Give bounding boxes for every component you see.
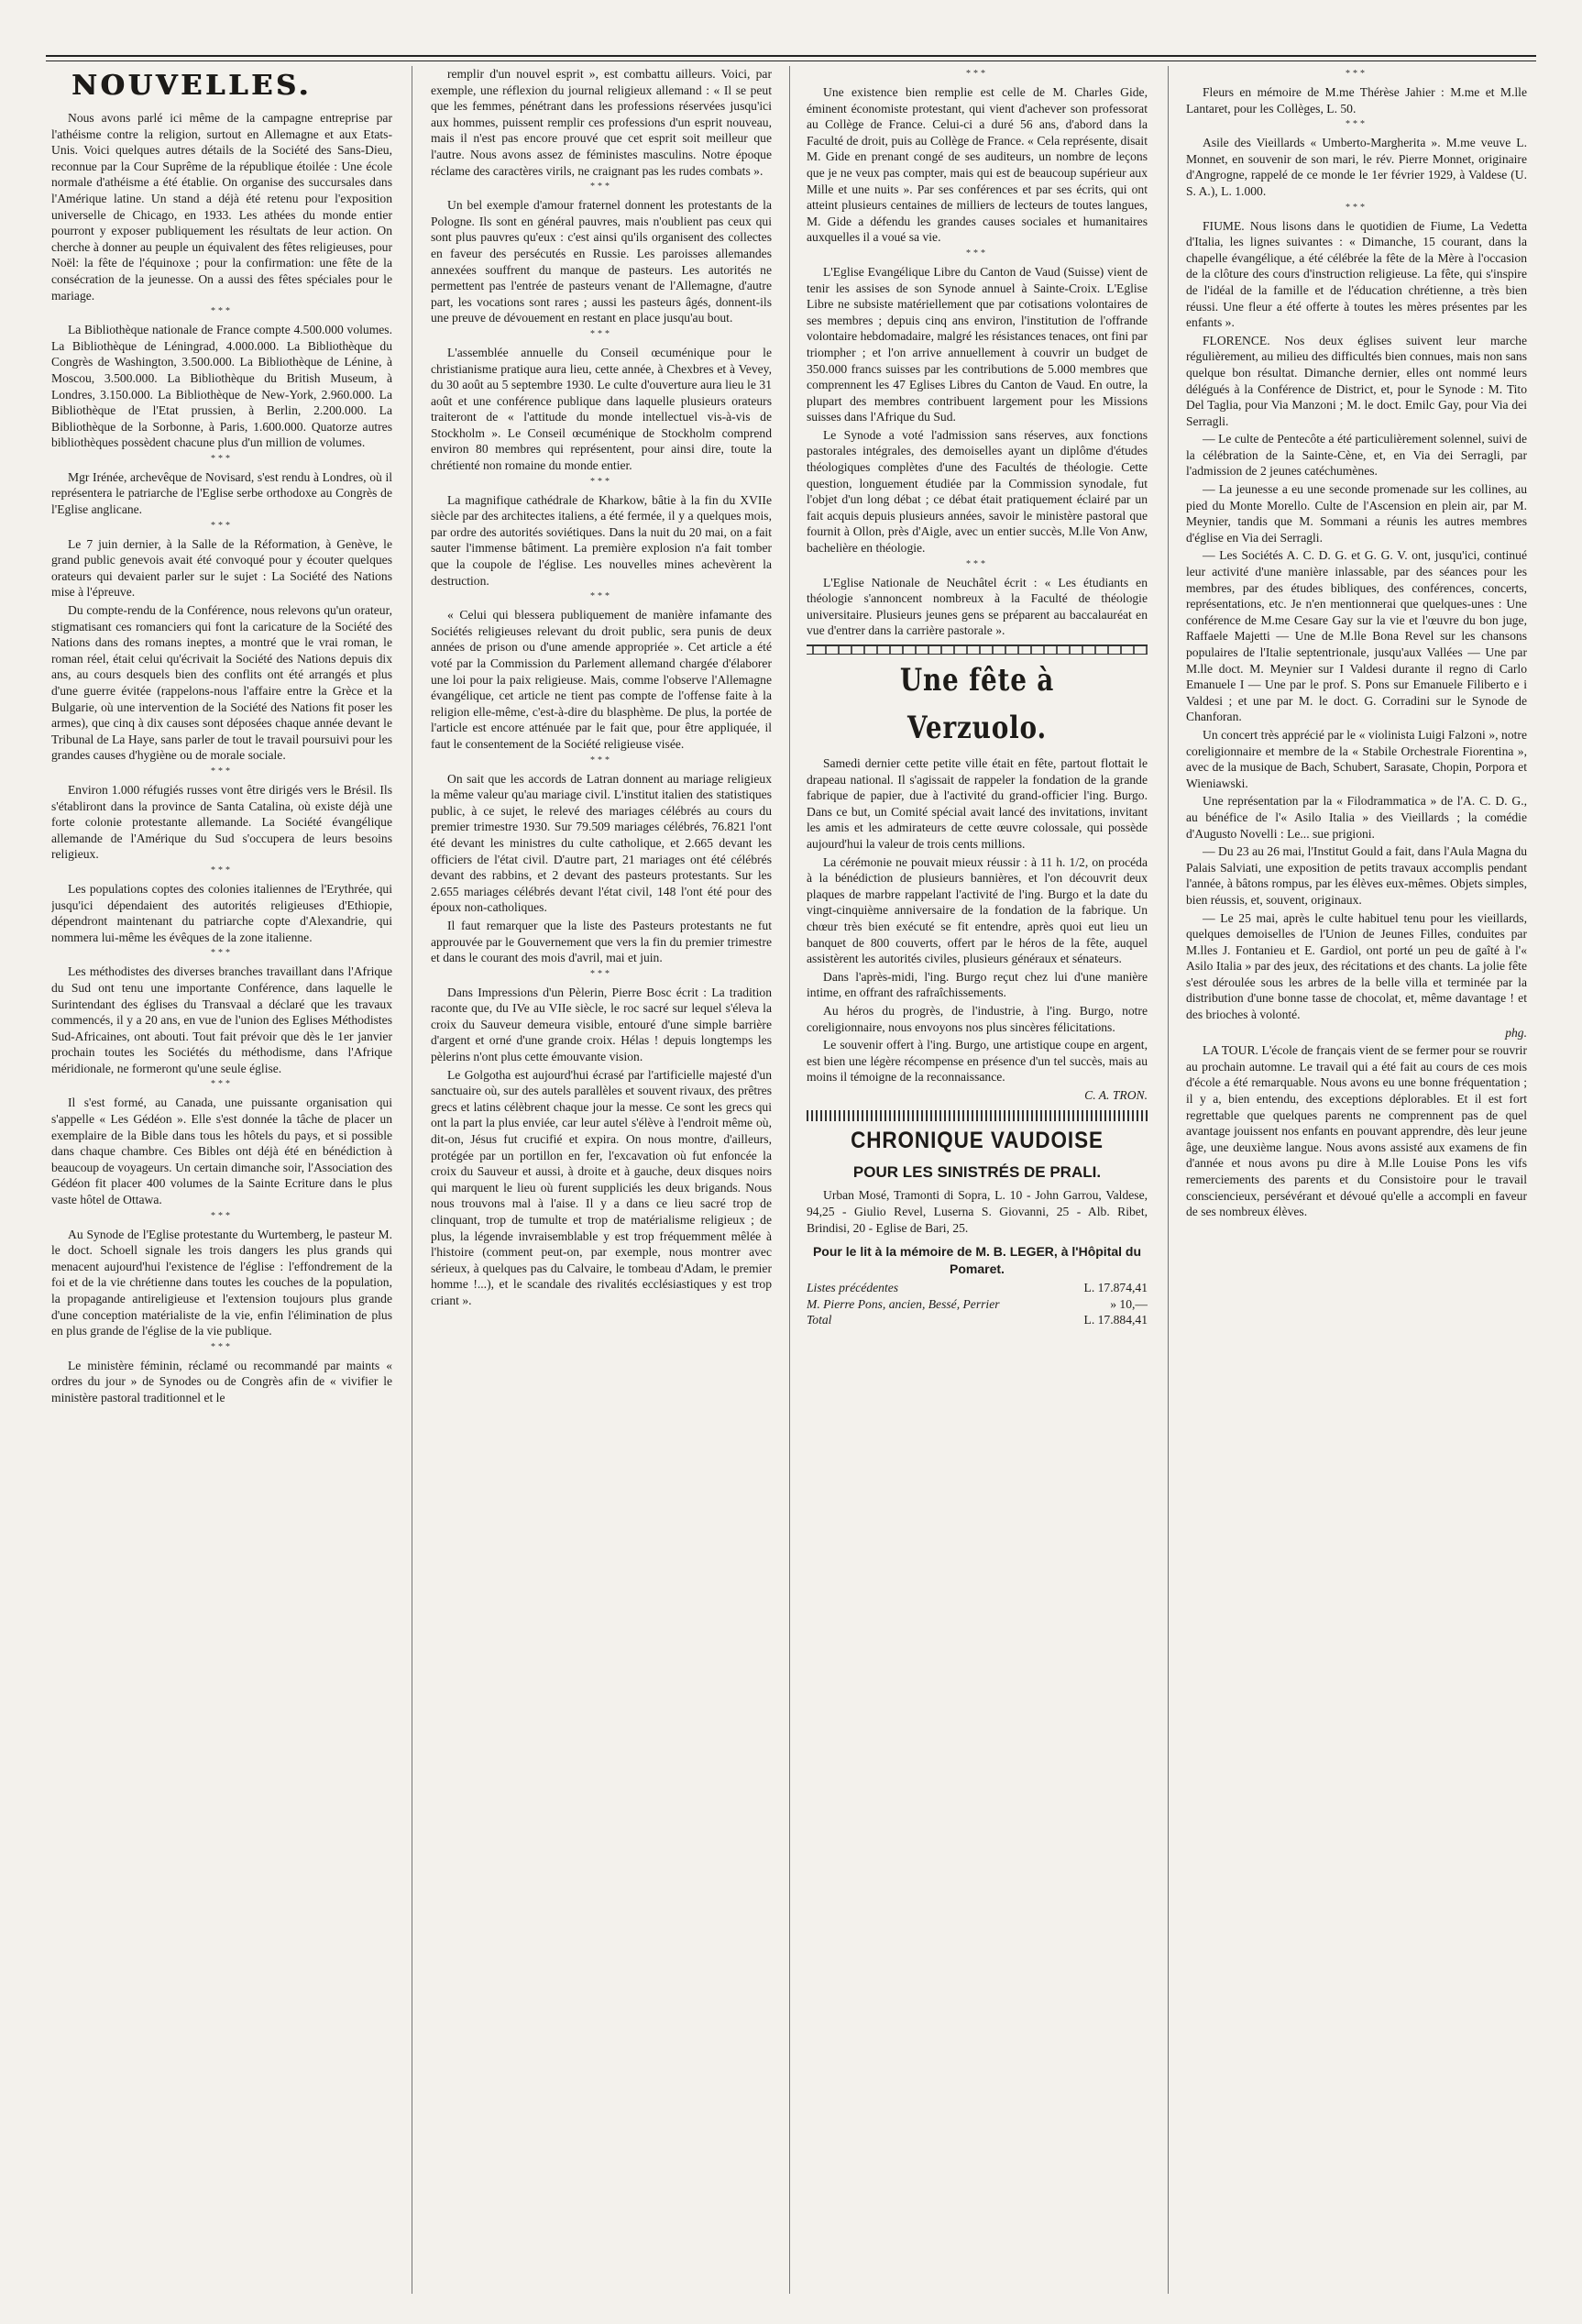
article-paragraph: — Le 25 mai, après le culte habituel tenu pour les vieillards, quelques demoiselles de l'Union de Jeunes Filles, conduites par M.lles J. Fontanieu et E. Gardiol, ont porté un peu de gaîté à l'« Asilo Italia » par des jeux, des récitations et des chants. La jolie fête s'est déroulée sous les arbres de la belle villa et terminée par la distribution d'une bonne tasse de chocolat, et, même davantage ! et des brioches à volonté. — [1186, 910, 1527, 1022]
ornamental-border — [807, 644, 1148, 655]
section-separator: *** — [590, 754, 612, 765]
section-separator: *** — [1346, 202, 1368, 213]
article-paragraph: remplir d'un nouvel esprit », est combattu ailleurs. Voici, par exemple, une réflexion du journal religieux allemand : « Il se peut que les femmes, pénétrant dans les professions réservées jusqu'ici aux hommes, puissent remplir ces professions d'un esprit nouveau, mais il n'est pas encore prouvé que cet esprit soit meilleur que l'autre. Nous avons assez de féministes masculins. Notre époque réclame des caractères virils, ne craignant pas les rudes combats ». — [431, 67, 772, 178]
column-3 — [807, 66, 1148, 2294]
row-label: Total — [807, 1313, 832, 1327]
lit-memoire-row — [807, 1296, 1148, 1313]
newspaper-page — [51, 66, 1533, 2294]
column-divider — [1168, 66, 1169, 2294]
column-4 — [1186, 66, 1527, 2294]
section-separator: *** — [211, 453, 233, 464]
lit-memoire-table — [807, 1280, 1148, 1328]
la-tour-paragraph: LA TOUR. L'école de français vient de se fermer pour se rouvrir au prochain automne. Le travail qui a été fait au cours de ces mois d'école a été remarquable. Nous avons eu une bonne fréquentation ; il y a, bien entendu, des exceptions déplorables. Et il est fort regrettable que quelques parents ne comprennent pas de quel avantage jouissent nos enfants en pouvant apprendre, dès leur jeune âge, une deuxième langue. Nous avons assisté aux examens de fin d'année et nous avons pu dire à M.lle Louise Pons les vifs remerciements des parents et du Consistoire pour le travail consciencieux, persévérant et dévoué qu'elle a accompli en faveur de ses nombreux élèves. — [1186, 1043, 1527, 1219]
section-separator: *** — [966, 558, 988, 569]
article-paragraph: Les populations coptes des colonies italiennes de l'Erythrée, qui jusqu'ici dépendaient des autorités religieuses d'Ethiopie, dépendront maintenant du patriarche copte d'Alexandrie, qui nommera lui-même les évêques de la zone italienne. — [51, 881, 392, 944]
column-1-body — [51, 110, 392, 1406]
row-label: M. Pierre Pons, ancien, Bessé, Perrier — [807, 1296, 1000, 1311]
section-separator: *** — [211, 765, 233, 777]
article-paragraph: Les méthodistes des diverses branches travaillant dans l'Afrique du Sud ont tenu une importante Conférence, dans laquelle le Surintendant des églises du Transvaal a déclaré que les travaux commencés, il y a 20 ans, en vue de l'union des Eglises Méthodistes Sud-Africaines, ont abouti. Tout fait prévoir que dès le 1er janvier prochain toutes les Sociétés du méthodisme, dans l'Afrique méridionale, ne formeront qu'une seule église. — [51, 964, 392, 1075]
article-paragraph: Le Synode a voté l'admission sans réserves, aux fonctions pastorales intégrales, des demoiselles ayant un diplôme d'études théologiques complètes d'une des Facultés de théologie. Cette question, longuement étudiée par la Commission synodale, fut l'objet d'un long débat ; ce débat était pratiquement éclairé par un fait acquis depuis plusieurs années, savoir le ministère pastoral que fournit à Ollon, près d'Aigle, avec un entier succès, M.lle Von Anw, bachelière en théologie. — [807, 427, 1148, 556]
column-2 — [431, 66, 772, 2294]
chronique-vaudoise-title: CHRONIQUE VAUDOISE — [851, 1128, 1104, 1154]
article-paragraph: — Du 23 au 26 mai, l'Institut Gould a fait, dans l'Aula Magna du Palais Salviati, une exposition de petits travaux accomplis pendant l'année, à bâtons rompus, par les élèves eux-mêmes. Objets simples, bien réussis, et, souvent, originaux. — [1186, 844, 1527, 907]
lit-memoire-row — [807, 1312, 1148, 1328]
article-paragraph: FLORENCE. Nos deux églises suivent leur marche régulièrement, au milieu des difficultés bien connues, mais non sans quelque bon résultat. Dimanche dernier, elles ont nommé leurs délégués à la Conférence de District, et, pour le Synode : M. Tito Del Taglia, pour Via Manzoni ; M. le doct. Emilc Gay, pour Via dei Serragli. — [1186, 333, 1527, 428]
row-label: Listes précédentes — [807, 1281, 899, 1295]
column-4-body — [1186, 68, 1527, 1023]
section-separator: *** — [211, 948, 233, 959]
column-1 — [51, 66, 392, 2294]
fete-verzuolo-title: Une fête à Verzuolo. — [899, 662, 1055, 746]
article-paragraph: Fleurs en mémoire de M.me Thérèse Jahier : M.me et M.lle Lantaret, pour les Collèges, L. 50. — [1186, 85, 1527, 116]
lit-memoire-title: Pour le lit à la mémoire de M. B. LEGER, à l'Hôpital du Pomaret. — [812, 1244, 1142, 1277]
article-paragraph: Il s'est formé, au Canada, une puissante organisation qui s'appelle « Les Gédéon ». Elle s'est donnée la tâche de placer un exemplaire de la Bible dans tous les hôtels du pays, et si possible dans chaque chambre. Ces Bibles ont déjà été en bénédiction à beaucoup de voyageurs. Un certain dimanche soir, l'Association des Gédéon fit placer 400 volumes de la Sainte Ecriture dans le plus vaste hôtel de Ottawa. — [51, 1096, 392, 1207]
row-value: L. 17.884,41 — [1083, 1313, 1148, 1327]
article-paragraph: Dans Impressions d'un Pèlerin, Pierre Bosc écrit : La tradition raconte que, du IVe au VIIe siècle, le roc sacré sur lequel s'éleva la croix du Sauveur demeura visible, entouré d'une simple barrière d'argent et orné d'une grande croix. Hélas ! depuis longtemps les pèlerins n'ont plus cette émouvante vision. — [431, 985, 772, 1064]
top-rule — [46, 55, 1536, 61]
section-separator: *** — [211, 1210, 233, 1221]
section-separator: *** — [590, 182, 612, 193]
article-paragraph: L'Eglise Nationale de Neuchâtel écrit : « Les étudiants en théologie s'annoncent nombreux à la Faculté de théologie universitaire. Plusieurs jeunes gens se préparent au baccalauréat en vue d'entrer dans la carrière pastorale ». — [807, 575, 1148, 638]
section-separator: *** — [211, 306, 233, 317]
section-separator: *** — [966, 69, 988, 79]
section-separator: *** — [590, 476, 612, 487]
article-paragraph: Le 7 juin dernier, à la Salle de la Réformation, à Genève, le grand public genevois avait été convoqué pour y écouter quelques orateurs qui devaient parler sur le sujet : La Société des Nations mise à l'épreuve. — [51, 536, 392, 600]
column-3-body — [807, 68, 1148, 639]
article-paragraph: « Celui qui blessera publiquement de manière infamante des Sociétés religieuses relevant du droit public, sera punis de deux années de prison ou d'une amende appropriée ». Cet article a été voté par la Commission du Parlement allemand chargée d'élaborer une loi pour la paix religieuse. Mais, comme l'observe l'Allemagne évangélique, cet article ne tient pas compte de l'offense faite à la religion elle-même, c'est-à-dire du blasphème. De plus, la portée de l'article est encore atténuée par le fait que, pour être appliquée, il faut le consentement de la Société religieuse visée. — [431, 608, 772, 751]
section-separator: *** — [590, 328, 612, 339]
article-paragraph: Le Golgotha est aujourd'hui écrasé par l'artificielle majesté d'un sanctuaire où, sur des autels parallèles et souvent rivaux, des prêtres grecs et latins célèbrent chaque jour la messe. Ce sont les grecs qui ont la part la plus enviée, car leur autel s'élève à l'endroit même où, dit-on, Jésus fut crucifié et expira. On nous montre, d'ailleurs, protégée par un portillon en fer, l'excavation où fut enfoncée la croix du Sauveur et aussi, à droite et à gauche, deux disques noirs qui marquent le lieu où furent suppliciés les deux brigands. Nous nous trouvons mal à l'aise. Il y a dans ce lieu sacré trop de clinquant, trop de tumulte et trop de matérialisme religieux ; de plus, la légende invraisemblable y est trop fréquemment mêlée à l'histoire (comment peut-on, par exemple, nous montrer avec sérieux, à quelques pas du Calvaire, le tombeau d'Adam, le premier homme !...), et le scandale des rivalités ecclésiastiques y est trop criant ». — [431, 1067, 772, 1307]
section-separator: *** — [966, 248, 988, 259]
article-paragraph: Le ministère féminin, réclamé ou recommandé par maints « ordres du jour » de Synodes ou de Congrès afin de « vivifier le ministère pastoral traditionnel et le — [51, 1358, 392, 1404]
article-paragraph: Dans l'après-midi, l'ing. Burgo reçut chez lui d'une manière intime, en offrant des rafraîchissements. — [807, 969, 1148, 1000]
article-paragraph: Le souvenir offert à l'ing. Burgo, une artistique coupe en argent, est bien une légère récompense en présence d'un tel succès, mais au moins il témoigne de la reconnaissance. — [807, 1038, 1148, 1085]
sinistres-prali-title: POUR LES SINISTRÉS DE PRALI. — [852, 1163, 1102, 1182]
nouvelles-title: NOUVELLES. — [71, 70, 312, 102]
article-paragraph: Environ 1.000 réfugiés russes vont être dirigés vers le Brésil. Ils s'établiront dans la province de Santa Catalina, où existe déjà une forte colonie protestante allemande. La Société évangélique allemande de l'Amérique du Sud s'occupera de leurs besoins religieux. — [51, 782, 392, 862]
article-paragraph: Une représentation par la « Filodrammatica » de l'A. C. D. G., au bénéfice de l'« Asilo Italia » des Vieillards ; la comédie d'Augusto Novelli : Le... sue prigioni. — [1186, 794, 1527, 841]
row-value: L. 17.874,41 — [1083, 1281, 1148, 1295]
section-separator: *** — [211, 1079, 233, 1090]
article-paragraph: La magnifique cathédrale de Kharkow, bâtie à la fin du XVIIe siècle par des architectes italiens, a été fermée, il y a quelques mois, par ordre des autorités soviétiques. Dans la nuit du 20 mai, on a fait sauter l'immense bâtiment. La première explosion n'a fait tomber que la coupole de l'église. Les nouvelles mines achevèrent la destruction. — [431, 492, 772, 588]
article-paragraph: L'assemblée annuelle du Conseil œcuménique pour le christianisme pratique aura lieu, cette année, à Chexbres et à Vevey, du 30 août au 5 septembre 1930. Le culte d'ouverture aura lieu le 31 août et une conférence publique dans laquelle plusieurs orateurs traiteront de « l'attitude du monde intellectuel vis-à-vis de Stockholm ». Le Conseil œcuménique de Stockholm comprend environ 80 membres qui représentent, pour ainsi dire, toute la chrétienté non romaine du monde entier. — [431, 345, 772, 473]
article-paragraph: Mgr Irénée, archevêque de Novisard, s'est rendu à Londres, où il représentera le patriarche de l'Eglise serbe orthodoxe au Congrès de l'Eglise anglicane. — [51, 469, 392, 517]
article-paragraph: La cérémonie ne pouvait mieux réussir : à 11 h. 1/2, on procéda à la bénédiction de plusieurs bannières, et l'on découvrit deux plaques de marbre rappelant l'activité de l'ing. Burgo et la date du vingt-cinquième anniversaire de la fondation de la fabrique. Un chœur très bien exécuté se fit entendre, après quoi eut lieu un banquet de 800 couverts, offert par le héros de la fête, auquel assistèrent les autorités civiles, plusieurs généraux et sénateurs. — [807, 854, 1148, 966]
article-paragraph: Au Synode de l'Eglise protestante du Wurtemberg, le pasteur M. le doct. Schoell signale les trois dangers les plus grands qui menacent aujourd'hui l'existence de l'église : l'effondrement de la foi et de la vie chrétienne dans toutes les couches de la population, la propagande antireligieuse et l'extension toujours plus grande d'une conception matérialiste de la vie, enfin l'élimination de plus en plus grande de l'église de la vie publique. — [51, 1227, 392, 1338]
signature-phg: phg. — [1505, 1025, 1527, 1040]
article-paragraph: Au héros du progrès, de l'industrie, à l'ing. Burgo, notre coreligionnaire, nous envoyons nos plus sincères félicitations. — [807, 1003, 1148, 1034]
fete-signature: C. A. TRON. — [1084, 1087, 1148, 1102]
section-separator: *** — [211, 865, 233, 876]
section-separator: *** — [1346, 119, 1368, 130]
article-paragraph: La Bibliothèque nationale de France compte 4.500.000 volumes. La Bibliothèque de Léningrad, 4.000.000. La Bibliothèque du Congrès de Washington, 3.500.000. La Bibliothèque de Lénine, à Moscou, 3.500.000. La Bibliothèque du British Museum, à Londres, 3.150.000. La Bibliothèque de New-York, 2.960.000. La Bibliothèque de l'Etat prussien, à Berlin, 2.200.000. La Bibliothèque de la Sorbonne, à Paris, 1.600.000. Quatorze autres bibliothèques possèdent chacune plus d'un million de volumes. — [51, 323, 392, 450]
fete-verzuolo-body — [807, 755, 1148, 1085]
section-separator: *** — [211, 1341, 233, 1352]
article-paragraph: L'Eglise Evangélique Libre du Canton de Vaud (Suisse) vient de tenir les assises de son Synode annuel à Sainte-Croix. L'Eglise Libre ne subsiste matériellement que par cotisations volontaires de ses membres ; depuis cinq ans environ, l'institution de l'offrande volontaire hebdomadaire, malgré les résistances tenaces, ont fini par triompher ; et l'on arrive annuellement à couvrir un budget de 350.000 francs suisses par les contributions de 5.000 membres que comprennent les 47 Eglises Libres du Canton de Vaud. En outre, la plupart des membres contribuent largement pour les Missions suisses dans l'Afrique du Sud. — [807, 264, 1148, 424]
article-paragraph: FIUME. Nous lisons dans le quotidien de Fiume, La Vedetta d'Italia, les lignes suivantes : « Dimanche, 15 courant, dans la chapelle évangélique, a été célébrée la fête de la Mère à l'occasion de la clôture des cours d'instruction religieuse. La fête, qui s'inspire de l'idéal de la famille et de l'éducation chrétienne, a très bien réussi. Une fleur a été offerte à toutes les mères présentes par les enfants ». — [1186, 218, 1527, 330]
article-paragraph: — La jeunesse a eu une seconde promenade sur les collines, au pied du Monte Morello. Culte de l'Ascension en plein air, par M. Meynier, tandis que M. Sommani a réunis les autres membres d'église en Via dei Serragli. — [1186, 482, 1527, 545]
row-value: » 10,— — [1110, 1296, 1148, 1311]
lit-memoire-row — [807, 1280, 1148, 1296]
column-divider — [789, 66, 790, 2294]
column-2-body — [431, 66, 772, 1309]
section-separator: *** — [211, 520, 233, 531]
section-separator: *** — [1346, 69, 1368, 79]
article-paragraph: On sait que les accords de Latran donnent au mariage religieux la même valeur qu'au mariage civil. L'institut italien des statistiques public, à ce sujet, le relevé des mariages célébrés au cours du premier trimestre 1930. Sur 79.509 mariages célébrés, 76.821 l'ont été devant les ministres du culte catholique, et 2.665 devant les officiers de l'état civil. D'autre part, 21 mariages ont été célébrés devant des rabbins, et 2 devant des pasteurs protestants. Sur les 2.655 mariages célébrés devant l'état civil, 148 l'ont été pour des époux non-catholiques. — [431, 771, 772, 915]
article-paragraph: Un bel exemple d'amour fraternel donnent les protestants de la Pologne. Ils sont en général pauvres, mais n'oublient pas ceux qui sont plus pauvres qu'eux : c'est ainsi qu'ils organisent des collectes en faveur des persécutés en Russie. Les paroisses allemandes annexées souffrent du manque de pasteurs. Les autorités ne permettent pas l'entrée de pasteurs venant de l'Allemagne, d'autre part, les vocations sont rares ; aussi les pasteurs âgés, donnent-ils une preuve de dévouement en restant en place jusqu'au bout. — [431, 198, 772, 325]
article-paragraph: Nous avons parlé ici même de la campagne entreprise par l'athéisme contre la religion, surtout en Allemagne et aux Etats-Unis. Voici quelques autres détails de la Société des Sans-Dieu, reconnue par la Cour Suprême de la république étoilée : Une école normale d'athéisme a été établie. On organise des succursales dans l'Amérique latine. Un stand a déjà été retenu pour l'exposition universelle de Chicago, en 1933. Les athées du monde entier pourront y exposer publiquement les résultats de leur action. On cherche à donner au peuple un équivalent des fêtes religieuses, pour Noël: la fête de l'équinoxe ; pour la confirmation: une fête de la consécration de la jeunesse. On a aussi des fêtes spéciales pour le mariage. — [51, 111, 392, 303]
article-paragraph: Un concert très apprécié par le « violinista Luigi Falzoni », notre coreligionnaire et membre de la « Stabile Orchestrale Fiorentina », avec de la musique de Bach, Schubert, Sarasate, Chopin, Porpora et Wieniawski. — [1186, 727, 1527, 790]
section-separator: *** — [590, 591, 612, 602]
article-paragraph: Samedi dernier cette petite ville était en fête, partout flottait le drapeau national. Il s'agissait de rappeler la fondation de la grande fabrique de papier, due à l'activité du grand-officier l'ing. Burgo. Dans ce but, un Comité spécial avait lancé des invitations, invitant les amis et les admirateurs de cette œuvre colossale, qui possède aujourd'hui la valeur de trois cents millions. — [807, 756, 1148, 851]
sinistres-prali-list: Urban Mosé, Tramonti di Sopra, L. 10 - John Garrou, Valdese, 94,25 - Giulio Revel, Luserna S. Giovanni, 25 - Alb. Ribet, Brindisi, 20 - Eglise de Bari, 25. — [807, 1188, 1148, 1235]
article-paragraph: Une existence bien remplie est celle de M. Charles Gide, éminent économiste protestant, qui vient d'achever son professorat au Collège de France. Celui-ci a duré 56 ans, d'abord dans la Faculté de droit, puis au Collège de France. « Cela représente, disait M. Gide en prenant congé de ses auditeurs, un nombre de leçons que je ne veux pas compter, mais qui est de beaucoup supérieur aux Mille et une nuits ». Par ses conférences et par ses écrits, qui ont atteint plusieurs centaines de milliers de lecteurs de toutes langues, M. Gide a défendu les grandes causes sociales et humanitaires auxquelles il a voué sa vie. — [807, 85, 1148, 245]
ornamental-border — [807, 1110, 1148, 1121]
article-paragraph: — Les Sociétés A. C. D. G. et G. G. V. ont, jusqu'ici, continué leur activité d'une manière inlassable, par des séances pour les membres, par des études bibliques, des conférences, concerts, représentations, etc. Je n'en mentionnerai que quelques-unes : Une conférence de M.me Cesare Gay sur la vie et l'œuvre du bon juge, Raffaele Majetti — Une de M.lle Bona Revel sur les chansons populaires de l'Italie septentrionale, jusqu'aux Vallées — Une par M.lle doct. M. Meynier sur I Valdesi durante il regno di Carlo Emanuele I — Une par le prof. S. Pons sur Emanuele Filiberto e i Valdesi ; et une par M. le doct. G. Corradini sur le Synode de Chanforan. — [1186, 548, 1527, 724]
article-paragraph: Il faut remarquer que la liste des Pasteurs protestants ne fut approuvée par le Gouvernement que vers la fin du premier trimestre et dans le courant des mois d'avril, mai et juin. — [431, 918, 772, 965]
article-paragraph: Asile des Vieillards « Umberto-Margherita ». M.me veuve L. Monnet, en souvenir de son mari, le rév. Pierre Monnet, originaire d'Angrogne, rappelé de ce monde le 1er février 1929, à Valdese (U. S. A.), L. 1.000. — [1186, 136, 1527, 198]
article-paragraph: Du compte-rendu de la Conférence, nous relevons qu'un orateur, stigmatisant ces romanciers qui font la caricature de la Société des Nations dans des romans ineptes, a montré que le vrai roman, le roman réel, était celui qu'écrivait la Société des Nations depuis dix ans, au cours desquels bien des conflits ont été arrangés et plus d'une guerre évitée (rappelons-nous l'affaire entre la Grèce et la Bulgarie, où une intervention de la Société des Nations fit poser les armes), que cinq à dix causes sont déposées chaque année devant le Tribunal de La Haye, sans parler de tout le travail poursuivi pour les grandes causes d'hygiène ou de morale sociale. — [51, 603, 392, 763]
article-paragraph: — Le culte de Pentecôte a été particulièrement solennel, suivi de la célébration de la Sainte-Cène, et, en Via dei Serragli, par l'admission de 2 jeunes catéchumènes. — [1186, 432, 1527, 479]
section-separator: *** — [590, 968, 612, 979]
